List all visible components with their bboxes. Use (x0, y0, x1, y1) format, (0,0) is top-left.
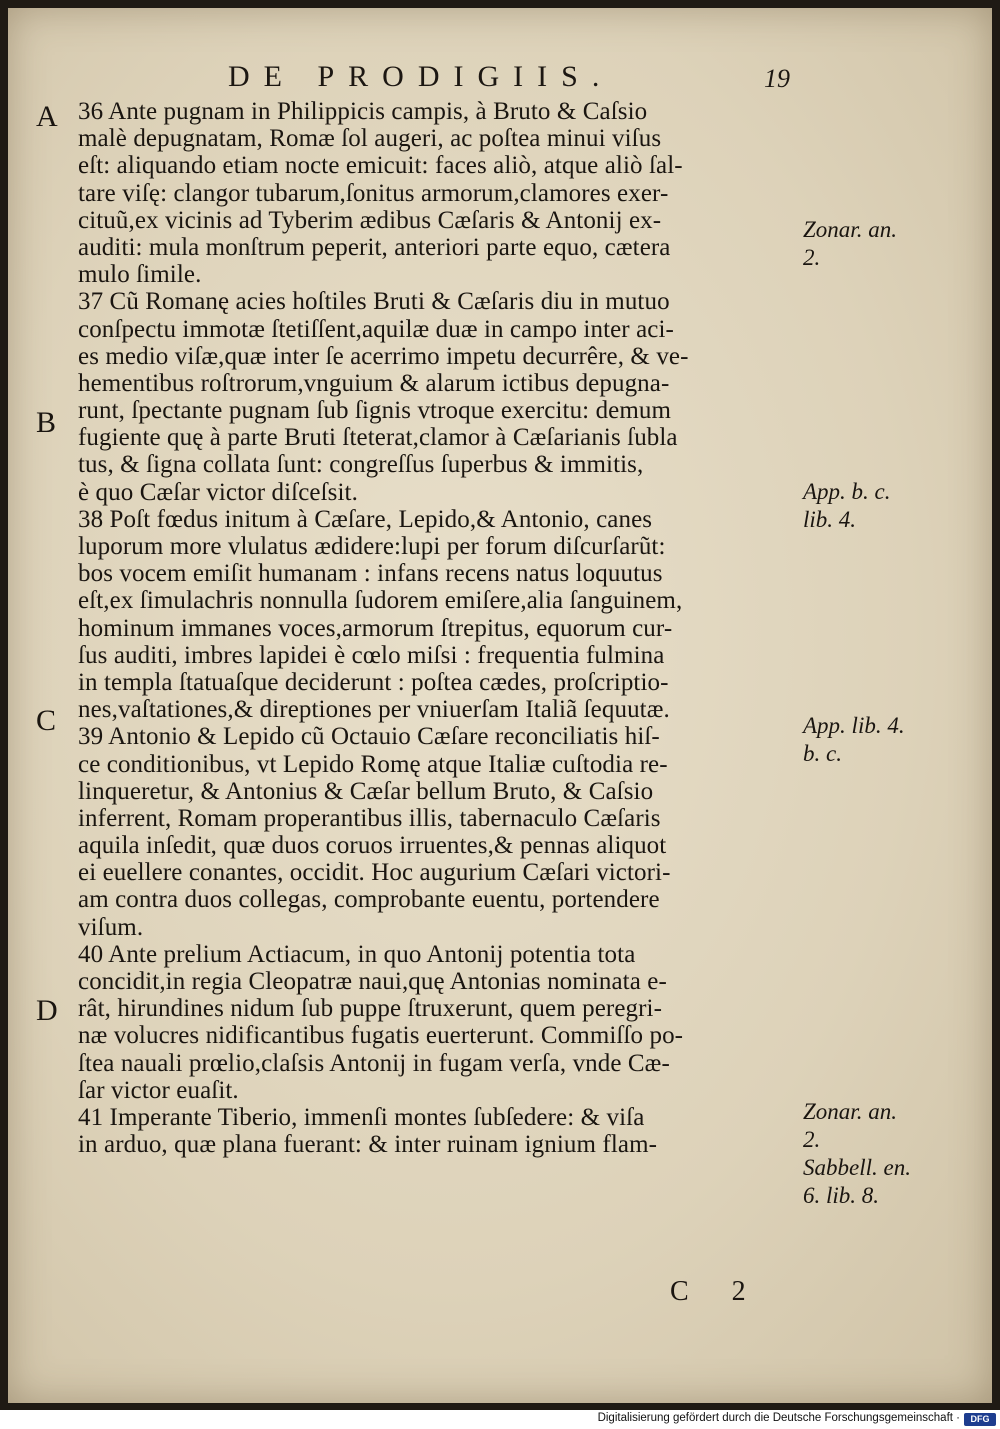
text-line: ſus auditi, imbres lapidei è cœlo miſsi : frequentia fulmina (78, 641, 665, 669)
text-line: mulo ſimile. (78, 261, 202, 289)
text-line: luporum more vlulatus ædidere:lupi per forum diſcurſarũt: (78, 533, 666, 560)
margin-note-1 (803, 216, 897, 272)
text-line: ce conditionibus, vt Lepido Romę atque Italiæ cuſtodia re- (78, 750, 668, 778)
text-line: è quo Cæſar victor diſceſsit. (78, 478, 358, 506)
text-line: ſar victor euaſit. (78, 1076, 239, 1104)
text-line: 37 Cũ Romanę acies hoſtiles Bruti & Cæſaris diu in mutuo (78, 288, 670, 316)
section-letter-d: D (36, 994, 58, 1027)
body-text (78, 98, 798, 1158)
footer-bar (0, 1410, 1000, 1429)
text-line: eſt,ex ſimulachris nonnulla ſudorem emiſere,alia ſanguinem, (78, 587, 683, 615)
text-line: 39 Antonio & Lepido cũ Octauio Cæſare reconciliatis hiſ- (78, 723, 660, 751)
text-line: conſpectu immotæ ſtetiſſent,aquilæ duæ in campo inter aci- (78, 315, 674, 343)
text-line: hominum immanes voces,armorum ſtrepitus, equorum cur- (78, 614, 673, 642)
margin-note-4 (803, 1098, 911, 1210)
section-letter-c: C (36, 704, 57, 737)
text-line: næ volucres nidificantibus fugatis euerterunt. Commiſſo po- (78, 1022, 684, 1050)
text-line: am contra duos collegas, comprobante euentu, portendere (78, 886, 660, 914)
text-line: auditi: mula monſtrum peperit, anteriori parte equo, cætera (78, 233, 671, 261)
text-line: runt, ſpectante pugnam ſub ſignis vtroque exercitu: demum (78, 397, 672, 425)
text-line: hementibus roſtrorum,vnguium & alarum ictibus depugna- (78, 369, 670, 397)
text-line: viſum. (78, 913, 144, 941)
margin-note-line: 2. (803, 245, 821, 270)
section-letter-b: B (36, 406, 57, 439)
text-line: cituũ,ex vicinis ad Tyberim ædibus Cæſaris & Antonij ex- (78, 206, 662, 234)
text-line: fugiente quę à parte Bruti ſteterat,clamor à Cæſarianis ſubla (78, 424, 678, 452)
margin-note-line: Zonar. an. (803, 1099, 897, 1124)
text-line: 38 Poſt fœdus initum à Cæſare, Lepido,& Antonio, canes (78, 505, 653, 533)
text-line: aquila inſedit, quæ duos coruos irruentes,& pennas aliquot (78, 832, 667, 860)
margin-note-line: b. c. (803, 741, 842, 766)
text-line: in templa ſtatuaſque deciderunt : poſtea cædes, proſcriptio- (78, 668, 669, 696)
margin-note-2 (803, 478, 891, 534)
margin-note-line: 2. (803, 1127, 821, 1152)
text-line: inferrent, Romam properantibus illis, tabernaculo Cæſaris (78, 804, 661, 832)
book-page (8, 8, 992, 1403)
text-line: malè depugnatam, Romæ ſol augeri, ac poſtea minui viſus (78, 125, 662, 153)
text-line: 36 Ante pugnam in Philippicis campis, à Bruto & Caſsio (78, 98, 648, 125)
running-head: DE PRODIGIIS. (228, 60, 614, 93)
margin-note-line: lib. 4. (803, 507, 857, 532)
margin-note-line: App. lib. 4. (803, 713, 905, 738)
text-line: ei euellere conantes, occidit. Hoc augurium Cæſari victori- (78, 859, 671, 887)
text-line: rât, hirundines nidum ſub puppe ſtruxerunt, quem peregri- (78, 995, 663, 1023)
text-line: tare viſę: clangor tubarum,ſonitus armorum,clamores exer- (78, 179, 669, 207)
margin-note-line: Zonar. an. (803, 217, 897, 242)
text-line: 40 Ante prelium Actiacum, in quo Antonij potentia tota (78, 940, 636, 968)
page-number: 19 (764, 64, 790, 93)
text-line: bos vocem emiſit humanam : infans recens natus loquutus (78, 560, 663, 588)
text-line: in arduo, quæ plana fuerant: & inter ruinam ignium flam- (78, 1131, 658, 1159)
margin-note-3 (803, 712, 905, 768)
margin-note-line: Sabbell. en. (803, 1155, 911, 1180)
text-line: tus, & ſigna collata ſunt: congreſſus ſuperbus & immitis, (78, 451, 644, 479)
signature-mark: C 2 (670, 1276, 764, 1307)
text-line: nes,vaſtationes,& direptiones per vniuerſam Italiã ſequutæ. (78, 696, 670, 724)
margin-note-line: 6. lib. 8. (803, 1183, 880, 1208)
text-line: concidit,in regia Cleopatræ naui,quę Antonias nominata e- (78, 968, 667, 995)
text-line: es medio viſæ,quæ inter ſe acerrimo impetu decurrêre, & ve- (78, 342, 689, 370)
funding-notice: Digitalisierung gefördert durch die Deutsche Forschungsgemeinschaft · (597, 1412, 960, 1424)
text-line: ſtea nauali prœlio,claſsis Antonij in fugam verſa, vnde Cæ- (78, 1049, 670, 1077)
text-line: linqueretur, & Antonius & Cæſar bellum Bruto, & Caſsio (78, 777, 654, 805)
text-line: 41 Imperante Tiberio, immenſi montes ſubſedere: & viſa (78, 1103, 645, 1131)
section-letter-a: A (36, 100, 58, 133)
margin-note-line: App. b. c. (803, 479, 891, 504)
dfg-logo: DFG (964, 1413, 996, 1426)
text-line: eſt: aliquando etiam nocte emicuit: faces aliò, atque aliò ſal- (78, 152, 683, 180)
